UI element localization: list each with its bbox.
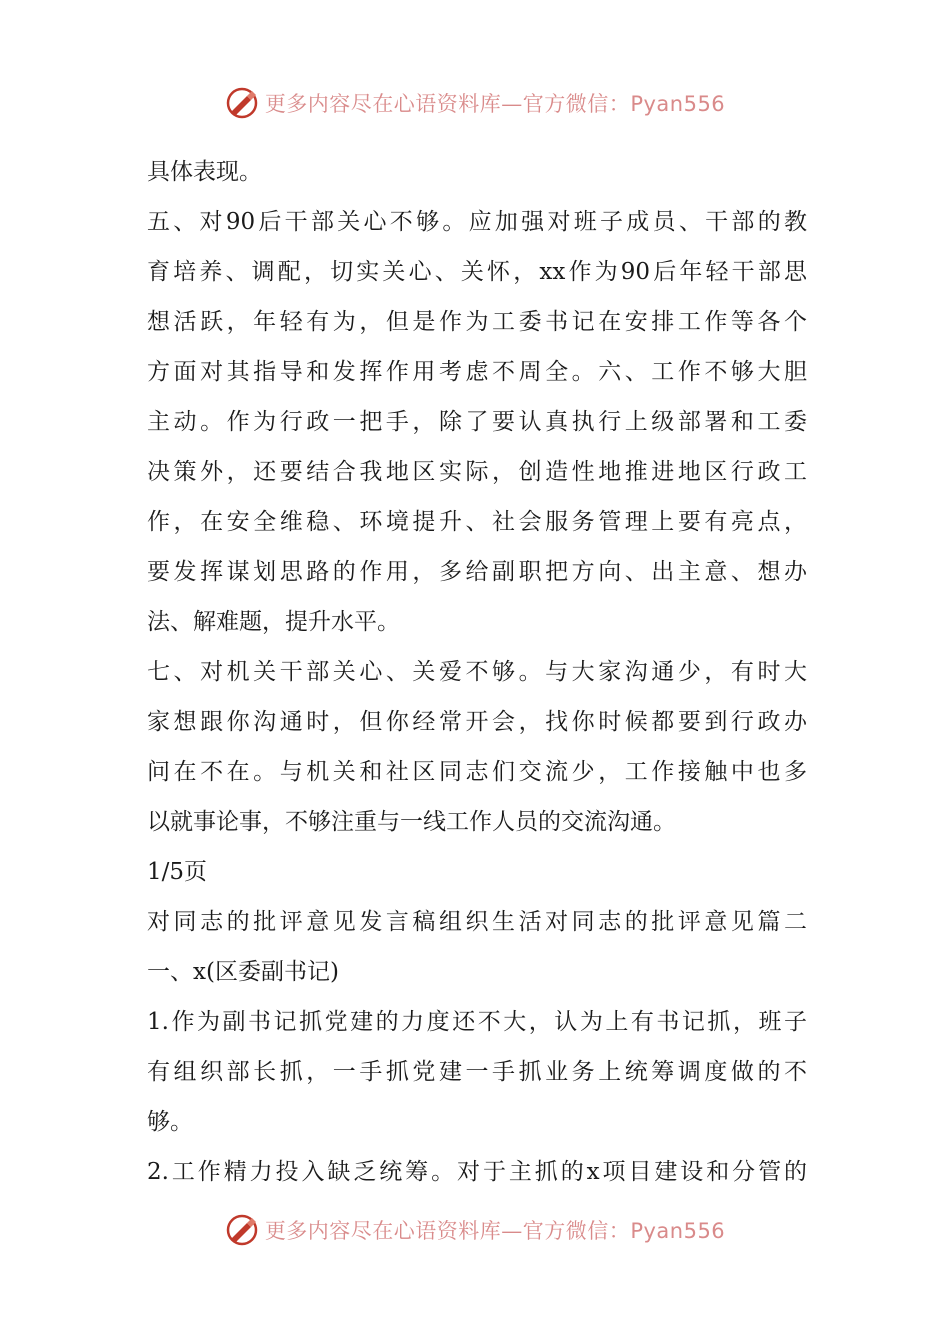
text-line	[147, 247, 807, 297]
text-line-content: 想活跃，年轻有为，但是作为工委书记在安排工作等各个	[147, 309, 807, 335]
text-line	[147, 797, 807, 847]
text-line	[147, 747, 807, 797]
text-line	[147, 1047, 807, 1097]
text-line	[147, 847, 807, 897]
footer-watermark	[0, 1210, 950, 1250]
text-line-content: 五、对90后干部关心不够。应加强对班子成员、干部的教	[147, 209, 807, 235]
text-line-content: 一、x(区委副书记)	[147, 959, 339, 985]
text-line-content: 方面对其指导和发挥作用考虑不周全。六、工作不够大胆	[147, 359, 807, 385]
text-line-content: 作，在安全维稳、环境提升、社会服务管理上要有亮点，	[147, 509, 807, 535]
header-watermark	[0, 83, 950, 123]
text-line	[147, 197, 807, 247]
text-line-content: 育培养、调配，切实关心、关怀，xx作为90后年轻干部思	[147, 259, 807, 285]
text-line-content: 对同志的批评意见发言稿组织生活对同志的批评意见篇二	[147, 909, 807, 935]
text-line-content: 有组织部长抓，一手抓党建一手抓业务上统筹调度做的不	[147, 1059, 807, 1085]
text-line	[147, 397, 807, 447]
text-line-content: 1/5页	[147, 859, 208, 885]
text-line-content: 七、对机关干部关心、关爱不够。与大家沟通少，有时大	[147, 659, 807, 685]
pen-logo-icon	[225, 86, 259, 120]
text-line	[147, 447, 807, 497]
text-line	[147, 547, 807, 597]
document-body	[147, 147, 807, 1197]
text-line	[147, 1147, 807, 1197]
watermark-text: 更多内容尽在心语资料库—官方微信：Pyan556	[264, 1219, 726, 1243]
text-line-content: 具体表现。	[147, 159, 262, 185]
text-line	[147, 1097, 807, 1147]
text-line-content: 要发挥谋划思路的作用，多给副职把方向、出主意、想办	[147, 559, 807, 585]
text-line	[147, 497, 807, 547]
text-line	[147, 897, 807, 947]
text-line	[147, 947, 807, 997]
pen-logo-icon	[225, 1213, 259, 1247]
text-line	[147, 597, 807, 647]
watermark-text: 更多内容尽在心语资料库—官方微信：Pyan556	[264, 92, 726, 116]
text-line	[147, 697, 807, 747]
text-line-content: 家想跟你沟通时，但你经常开会，找你时候都要到行政办	[147, 709, 807, 735]
text-line	[147, 297, 807, 347]
text-line-content: 主动。作为行政一把手，除了要认真执行上级部署和工委	[147, 409, 807, 435]
text-line	[147, 647, 807, 697]
text-line-content: 决策外，还要结合我地区实际，创造性地推进地区行政工	[147, 459, 807, 485]
text-line-content: 2.工作精力投入缺乏统筹。对于主抓的x项目建设和分管的	[147, 1159, 807, 1185]
text-line-content: 以就事论事，不够注重与一线工作人员的交流沟通。	[147, 809, 676, 835]
text-line	[147, 997, 807, 1047]
text-line	[147, 147, 807, 197]
text-line-content: 够。	[147, 1109, 193, 1135]
text-line-content: 法、解难题，提升水平。	[147, 609, 400, 635]
text-line-content: 1.作为副书记抓党建的力度还不大，认为上有书记抓，班子	[147, 1009, 807, 1035]
text-line	[147, 347, 807, 397]
text-line-content: 问在不在。与机关和社区同志们交流少，工作接触中也多	[147, 759, 807, 785]
